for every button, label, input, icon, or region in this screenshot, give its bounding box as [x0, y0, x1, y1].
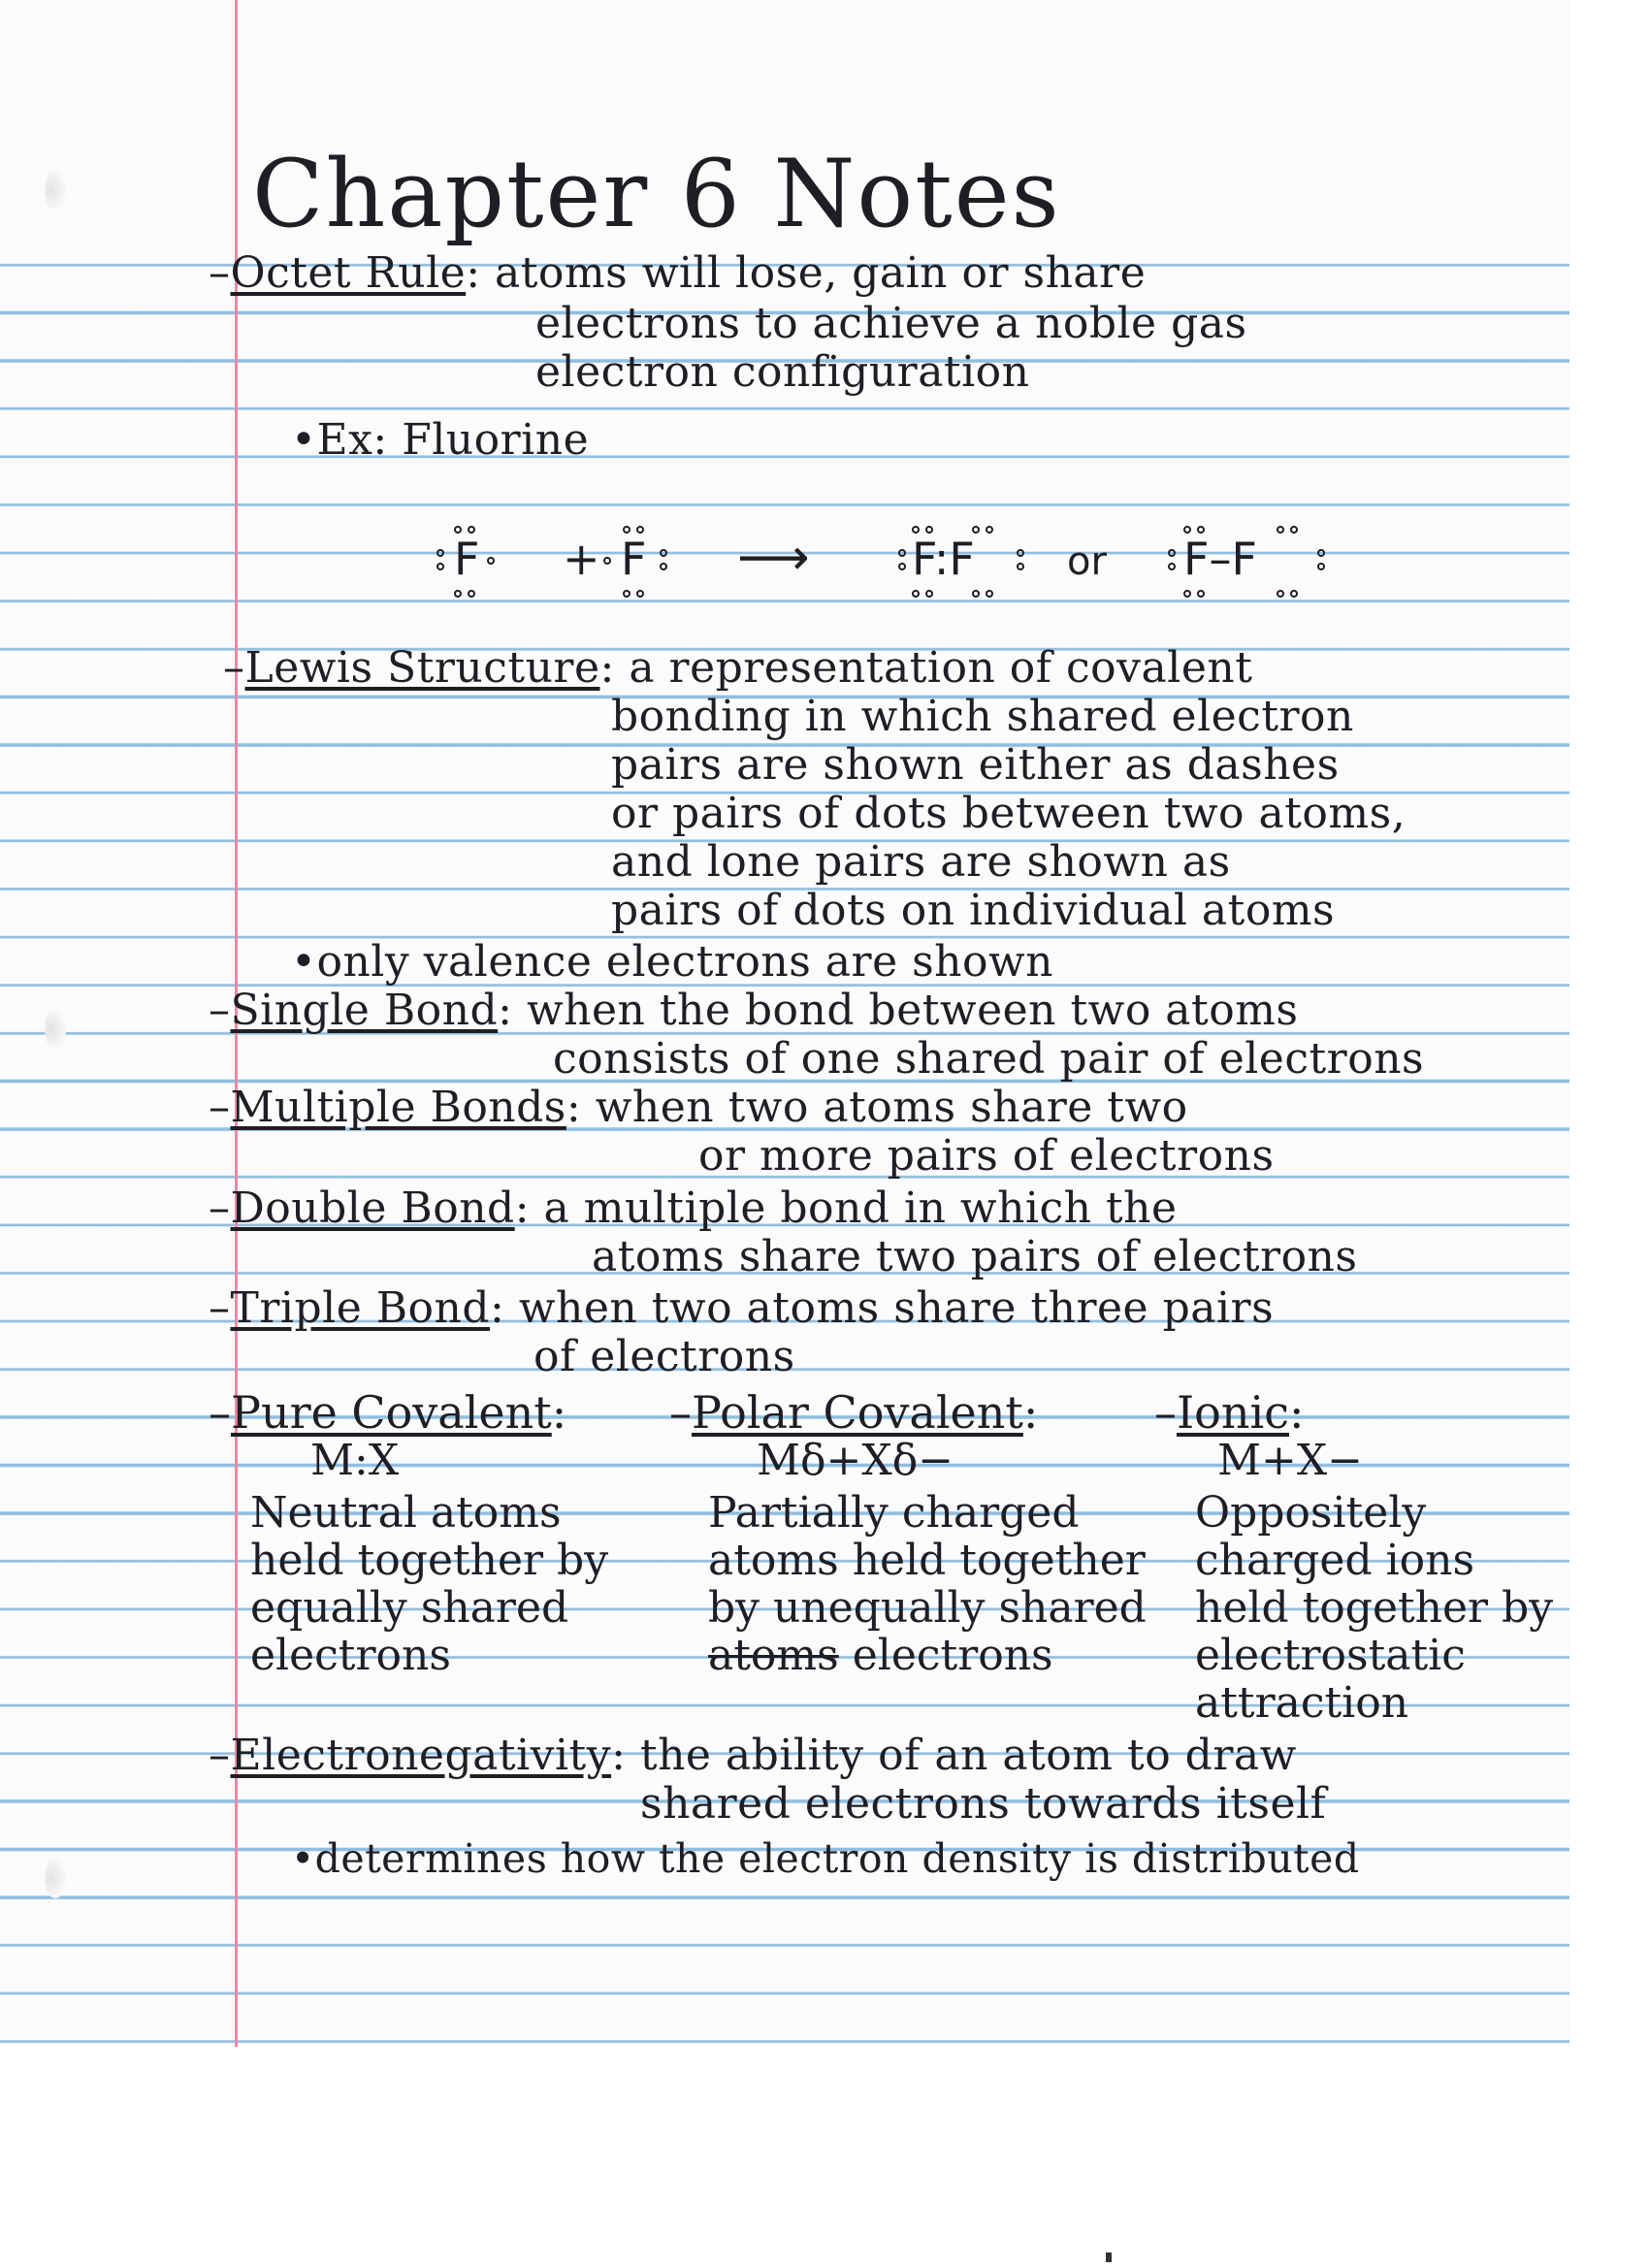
lewis-line-6: pairs of dots on individual atoms	[611, 886, 1336, 935]
lewis-line-1: a representation of covalent	[629, 643, 1253, 693]
single-bond-term: Single Bond	[230, 986, 499, 1035]
polar-desc-last-line	[708, 1632, 1053, 1679]
lewis-line-3: pairs are shown either as dashes	[611, 740, 1340, 790]
fluorine-atom-2: F	[621, 533, 647, 585]
lewis-line-4: or pairs of dots between two atoms,	[611, 789, 1406, 838]
pure-desc-line: held together by	[250, 1536, 609, 1585]
single-line-2: consists of one shared pair of electrons	[553, 1034, 1425, 1084]
pure-desc-line: Neutral atoms	[250, 1488, 562, 1538]
ionic-desc-line: attraction	[1195, 1678, 1409, 1728]
octet-rule-definition: –Octet Rule: atoms will lose, gain or share	[209, 248, 1147, 298]
double-line-2: atoms share two pairs of electrons	[592, 1232, 1358, 1281]
triple-line-2: of electrons	[534, 1332, 795, 1381]
multiple-line-2: or more pairs of electrons	[698, 1131, 1275, 1181]
pure-covalent-term: Pure Covalent	[231, 1386, 552, 1439]
punch-hole	[45, 170, 66, 211]
triple-bond-term: Triple Bond	[230, 1283, 491, 1333]
electroneg-line-1: the ability of an atom to draw	[639, 1731, 1297, 1780]
multiple-line-1: when two atoms share two	[595, 1083, 1188, 1132]
page-title: Chapter 6 Notes	[252, 140, 1061, 248]
electronegativity-definition: –Electronegativity: the ability of an atom to draw	[209, 1731, 1297, 1780]
reaction-arrow: ⟶	[737, 529, 810, 587]
pure-desc-line: electrons	[250, 1631, 451, 1680]
ionic-desc-line: held together by	[1195, 1583, 1554, 1633]
triple-bond-definition: –Triple Bond: when two atoms share three pairs	[209, 1283, 1275, 1333]
scan-mark	[1106, 2252, 1112, 2262]
octet-line-1: atoms will lose, gain or share	[495, 248, 1147, 298]
double-bond-term: Double Bond	[230, 1183, 515, 1233]
lewis-line-5: and lone pairs are shown as	[611, 837, 1231, 887]
polar-covalent-heading: –Polar Covalent:	[669, 1386, 1039, 1439]
octet-line-3: electron configuration	[535, 347, 1030, 397]
fluorine-molecule-dash: F–F	[1183, 533, 1257, 585]
lewis-bullet: •only valence electrons are shown	[291, 937, 1054, 987]
ionic-formula: M+X−	[1217, 1436, 1364, 1485]
or-word: or	[1067, 539, 1107, 584]
fluorine-lewis-diagram	[427, 514, 1358, 601]
ionic-desc-line: charged ions	[1195, 1536, 1475, 1585]
electroneg-bullet: •determines how the electron density is distributed	[291, 1835, 1360, 1882]
plus-sign: +	[563, 533, 600, 585]
multiple-bonds-term: Multiple Bonds	[230, 1083, 566, 1132]
lewis-line-2: bonding in which shared electron	[611, 692, 1354, 741]
electroneg-line-2: shared electrons towards itself	[640, 1779, 1327, 1829]
ionic-desc-line: Oppositely	[1195, 1488, 1427, 1538]
double-bond-definition: –Double Bond: a multiple bond in which the	[209, 1183, 1178, 1233]
fluorine-example: •Ex: Fluorine	[291, 415, 590, 465]
lewis-structure-term: Lewis Structure	[244, 643, 600, 693]
ionic-term: Ionic	[1177, 1386, 1289, 1439]
polar-covalent-term: Polar Covalent	[692, 1386, 1023, 1439]
triple-line-1: when two atoms share three pairs	[518, 1283, 1275, 1333]
punch-hole	[45, 1009, 66, 1050]
pure-covalent-heading: –Pure Covalent:	[209, 1386, 567, 1439]
double-line-1: a multiple bond in which the	[543, 1183, 1178, 1233]
polar-desc-line: Partially charged	[708, 1488, 1080, 1538]
pure-desc-line: equally shared	[250, 1583, 569, 1633]
octet-line-2: electrons to achieve a noble gas	[535, 299, 1247, 348]
punch-hole	[45, 1858, 66, 1898]
ionic-desc-line: electrostatic	[1195, 1631, 1466, 1680]
fluorine-molecule-dots: F:F	[912, 533, 975, 585]
polar-desc-line: atoms held together	[708, 1536, 1146, 1585]
pure-covalent-formula: M:X	[310, 1436, 400, 1485]
multiple-bonds-definition: –Multiple Bonds: when two atoms share two	[209, 1083, 1188, 1132]
single-line-1: when the bond between two atoms	[526, 986, 1299, 1035]
single-bond-definition: –Single Bond: when the bond between two atoms	[209, 986, 1299, 1035]
fluorine-atom-1: F	[454, 533, 480, 585]
octet-rule-term: Octet Rule	[230, 248, 467, 298]
polar-desc-line: by unequally shared	[708, 1583, 1147, 1633]
struck-word: atoms	[708, 1631, 839, 1680]
lewis-structure-definition: –Lewis Structure: a representation of covalent	[223, 643, 1253, 693]
electronegativity-term: Electronegativity	[230, 1731, 612, 1780]
polar-desc-word: electrons	[852, 1631, 1053, 1680]
polar-covalent-formula: Mδ+Xδ−	[757, 1436, 954, 1485]
ionic-heading: –Ionic:	[1154, 1386, 1305, 1439]
